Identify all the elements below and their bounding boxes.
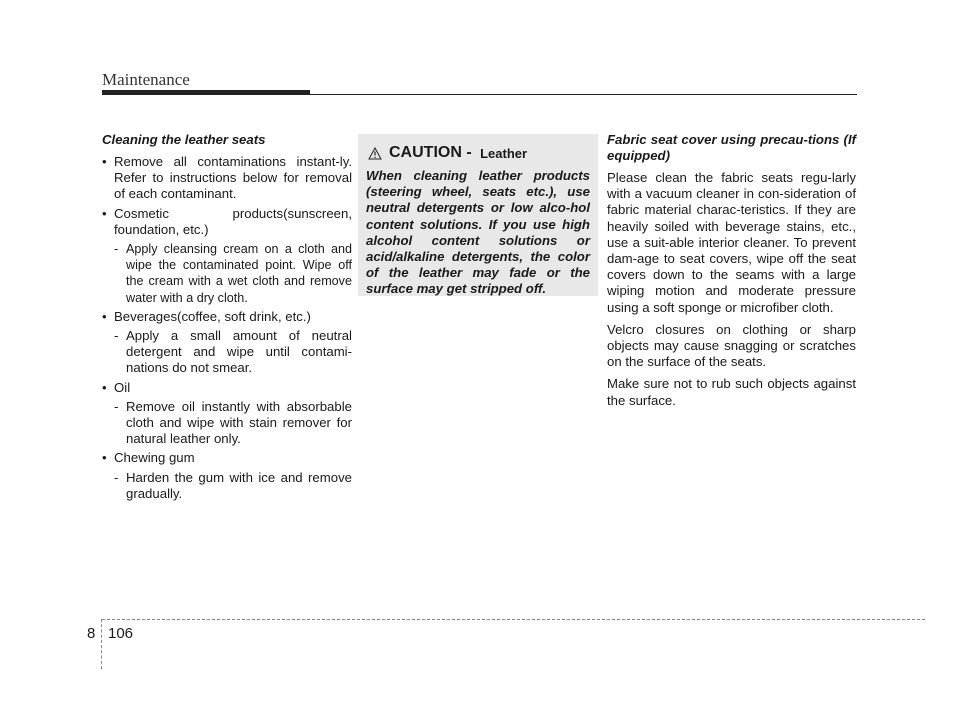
paragraph: Velcro closures on clothing or sharp objects may cause snagging or scratches on the surface of the seats.: [607, 321, 856, 370]
caution-box: [358, 134, 598, 296]
bullet-icon: •: [102, 379, 107, 395]
sub-list-item: [114, 399, 352, 448]
dash-icon: -: [114, 328, 119, 344]
left-column: [102, 132, 352, 505]
caution-subject: Leather: [480, 145, 528, 161]
list-item: [102, 450, 352, 466]
footer-rule: [102, 619, 925, 620]
dash-icon: -: [114, 469, 119, 485]
dash-icon: -: [114, 398, 119, 414]
caution-title: CAUTION: [389, 144, 462, 161]
sub-list-item-text: Remove oil instantly with absorbable cloth and wipe with stain remover for natural leather only.: [126, 398, 352, 447]
warning-triangle-icon: [368, 147, 382, 160]
paragraph: Make sure not to rub such objects against the surface.: [607, 376, 856, 408]
list-item-text: Chewing gum: [114, 450, 195, 466]
caution-header: [366, 144, 590, 162]
chapter-number: 8: [87, 625, 96, 642]
dash-icon: -: [114, 242, 119, 257]
list-item: [102, 380, 352, 396]
paragraph: Please clean the fabric seats regu-larly with a vacuum cleaner in con-sideration of fabric material charac-teristics. If they are heavily soiled with beverage stains, etc., use a suit-able interior cleaner. To prevent dam-age to seat covers, wipe off the seat covers down to the seams with a large wiping motion and moderate pressure using a soft sponge or microfiber cloth.: [607, 170, 856, 315]
list-item: [102, 154, 352, 203]
list-item: [102, 309, 352, 325]
sub-list-item-text: Apply cleansing cream on a cloth and wipe the contaminated point. Wipe off the cream with a wet cloth and remove water with a dry cloth.: [126, 242, 352, 305]
sub-list-item-text: Harden the gum with ice and remove gradually.: [126, 469, 352, 501]
caution-body: When cleaning leather products (steering wheel, seats etc.), use neutral detergents or low alco-hol content solutions. If you use high alcohol content solutions or acid/alkaline detergents, the color of the leather may fade or the surface may get stripped off.: [366, 168, 590, 297]
bullet-icon: •: [102, 205, 107, 221]
list-item-text: Remove all contaminations instant-ly. Refer to instructions below for removal of each contaminant.: [114, 154, 352, 202]
page-number: 106: [108, 625, 134, 642]
list-item: [102, 206, 352, 238]
section-heading-fabric: Fabric seat cover using precau-tions (If equipped): [607, 132, 856, 163]
sub-list-item-text: Apply a small amount of neutral detergent and wipe until contami-nations do not smear.: [126, 328, 352, 376]
right-column: [607, 132, 856, 415]
sub-list-item: [114, 241, 352, 306]
list-item-text: Oil: [114, 379, 131, 395]
header-rule: [102, 94, 857, 95]
list-item-text: Cosmetic products(sunscreen, foundation, etc.): [114, 205, 352, 237]
section-heading-leather: Cleaning the leather seats: [102, 132, 266, 147]
bullet-icon: •: [102, 450, 107, 466]
footer-vertical-rule: [101, 619, 102, 669]
sub-list-item: [114, 470, 352, 502]
page-header-title: Maintenance: [102, 70, 190, 89]
list-item-text: Beverages(coffee, soft drink, etc.): [114, 308, 311, 324]
bullet-icon: •: [102, 154, 107, 169]
caution-separator: -: [461, 144, 477, 161]
sub-list-item: [114, 328, 352, 377]
bullet-icon: •: [102, 308, 107, 324]
